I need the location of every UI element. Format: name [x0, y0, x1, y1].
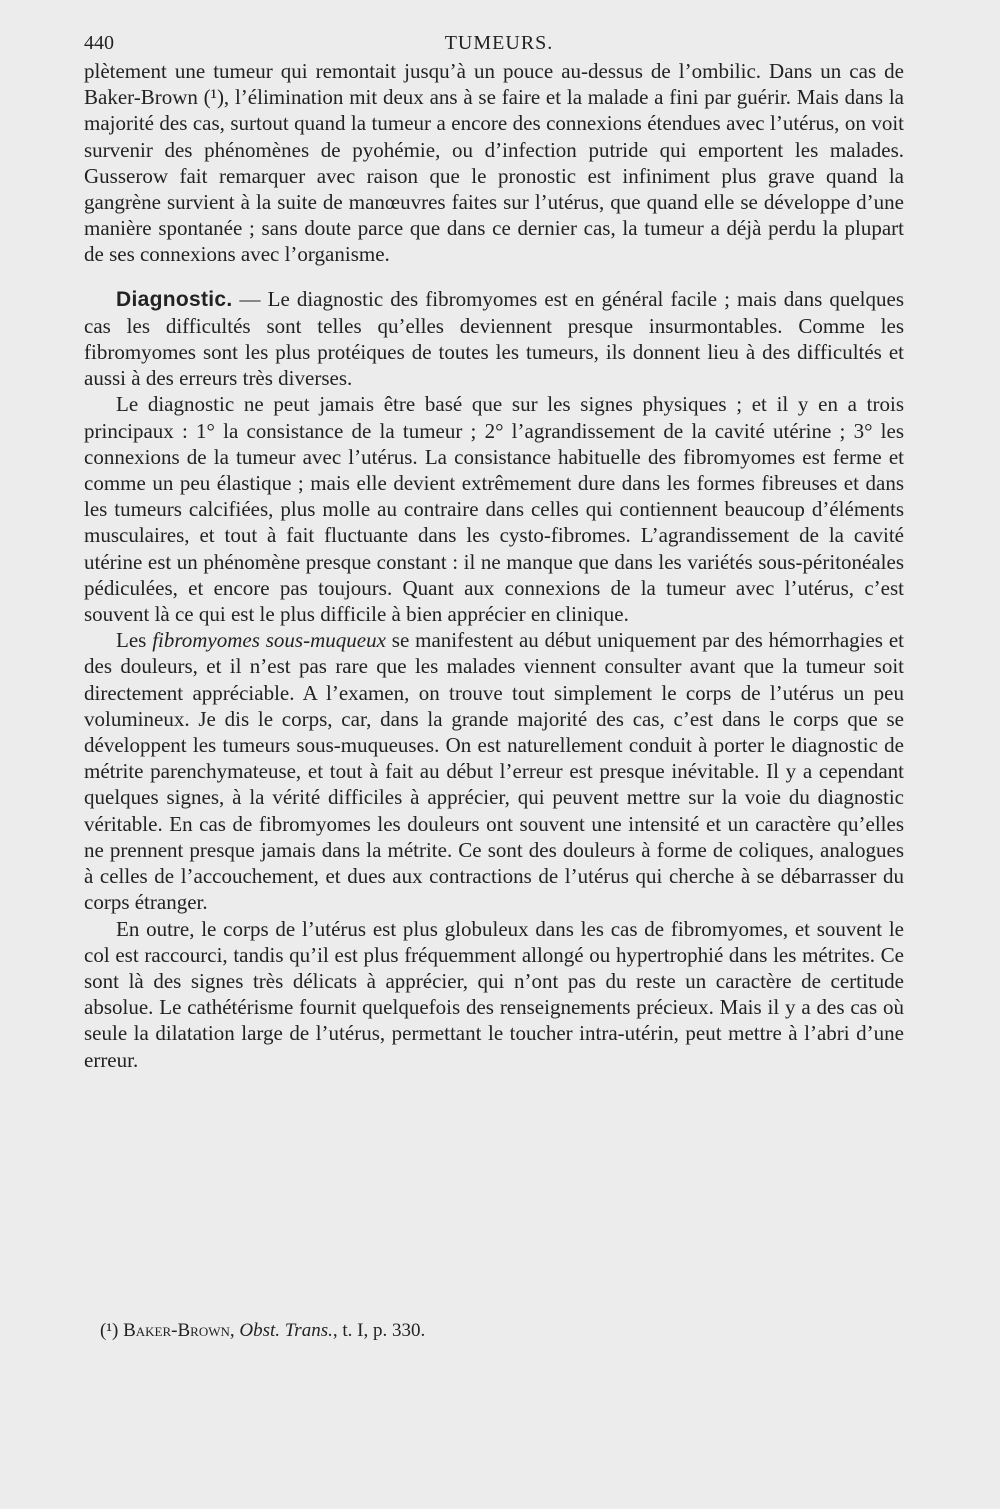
section-heading-diagnostic: Diagnostic. — [116, 287, 233, 311]
footnote-reference: , t. I, p. 330. — [332, 1320, 426, 1341]
paragraph-prognostic-continuation: plètement une tumeur qui remontait jusqu’à un pouce au-dessus de l’ombilic. Dans un cas de Baker-Brown (¹), l’élimination mit deux ans à se faire et la malade a fini par guérir. Mais dans la majorité des cas, surtout quand la tumeur a encore des connexions étendues avec l’utérus, on voit survenir des phénomènes de pyohémie, ou d’infection putride qui emportent les malades. Gusserow fait remarquer avec raison que le pronostic est infiniment plus grave quand la gangrène survient à la suite de manœuvres faites sur l’utérus, que quand elle se développe d’une manière spontanée ; sans doute parce que dans ce dernier cas, la tumeur a déjà perdu la plupart de ses connexions avec l’organisme. — [84, 59, 904, 267]
footnote-journal: Obst. Trans. — [239, 1320, 333, 1341]
paragraph-physical-signs: Le diagnostic ne peut jamais être basé que sur les signes physiques ; et il y en a trois principaux : 1° la consistance de la tumeur ; 2° l’agrandissement de la cavité utérine ; 3° les connexions de la tumeur avec l’utérus. La consistance habituelle des fibromyomes est ferme et comme un peu élastique ; mais elle devient extrêmement dure dans les formes fibreuses et dans les tumeurs calcifiées, plus molle au contraire dans celles qui contiennent beaucoup d’éléments musculaires, et tout à fait fluctuante dans les cysto-fibromes. L’agrandissement de la cavité utérine est un phénomène presque constant : il ne manque que dans les variétés sous-péritonéales pédiculées, et encore pas toujours. Quant aux connexions de la tumeur avec l’utérus, c’est souvent là ce qui est le plus difficile à bien apprécier en clinique. — [84, 392, 904, 627]
page-header — [84, 32, 914, 56]
paragraph-diagnostic-intro-text: — Le diagnostic des fibromyomes est en général facile ; mais dans quelques cas les difficultés sont telles qu’elles deviennent presque insurmontables. Comme les fibromyomes sont les plus protéiques de toutes les tumeurs, ils donnent lieu à des difficultés et aussi à des erreurs très diverses. — [84, 286, 904, 391]
footnote-marker: (¹) — [100, 1320, 124, 1341]
paragraph-submucous-lead: Les — [116, 628, 153, 653]
paragraph-submucous — [84, 627, 904, 915]
footnote-separator: , — [229, 1320, 240, 1341]
running-head: TUMEURS. — [444, 32, 554, 54]
term-fibromyomes-sous-muqueux: fibromyomes sous-muqueux — [152, 628, 386, 653]
paragraph-diagnostic-intro — [84, 286, 904, 392]
footnote — [100, 1320, 900, 1342]
page-number: 440 — [84, 32, 114, 54]
footnote-author: Baker-Brown — [123, 1320, 230, 1341]
body-text — [84, 58, 904, 1073]
paragraph-submucous-text: se manifestent au début uniquement par des hémorrhagies et des douleurs, et il n’est pas rare que les malades viennent consulter avant que la tumeur soit directement appréciable. A l’examen, on trouve tout simplement le corps de l’utérus un peu volumineux. Je dis le corps, car, dans la grande majorité des cas, c’est dans le corps que se développent les tumeurs sous-muqueuses. On est naturellement conduit à porter le diagnostic de métrite parenchymateuse, et tout à fait au début l’erreur est presque inévitable. Il y a cependant quelques signes, à la vérité difficiles à apprécier, qui peuvent mettre sur la voie du diagnostic véritable. En cas de fibromyomes les douleurs ont souvent une intensité et un caractère qu’elles ne prennent presque jamais dans la métrite. Ce sont des douleurs à forme de coliques, analogues à celles de l’accouchement, et dues aux contractions de l’utérus qui cherche à se débarrasser du corps étranger. — [84, 628, 904, 915]
paragraph-globular-uterus: En outre, le corps de l’utérus est plus globuleux dans les cas de fibromyomes, et souvent le col est raccourci, tandis qu’il est plus fréquemment allongé ou hypertrophié dans les métrites. Ce sont là des signes très délicats à apprécier, qui n’ont pas du reste un caractère de certitude absolue. Le cathétérisme fournit quelquefois des renseignements précieux. Mais il y a des cas où seule la dilatation large de l’utérus, permettant le toucher intra-utérin, peut mettre à l’abri d’une erreur. — [84, 916, 904, 1072]
